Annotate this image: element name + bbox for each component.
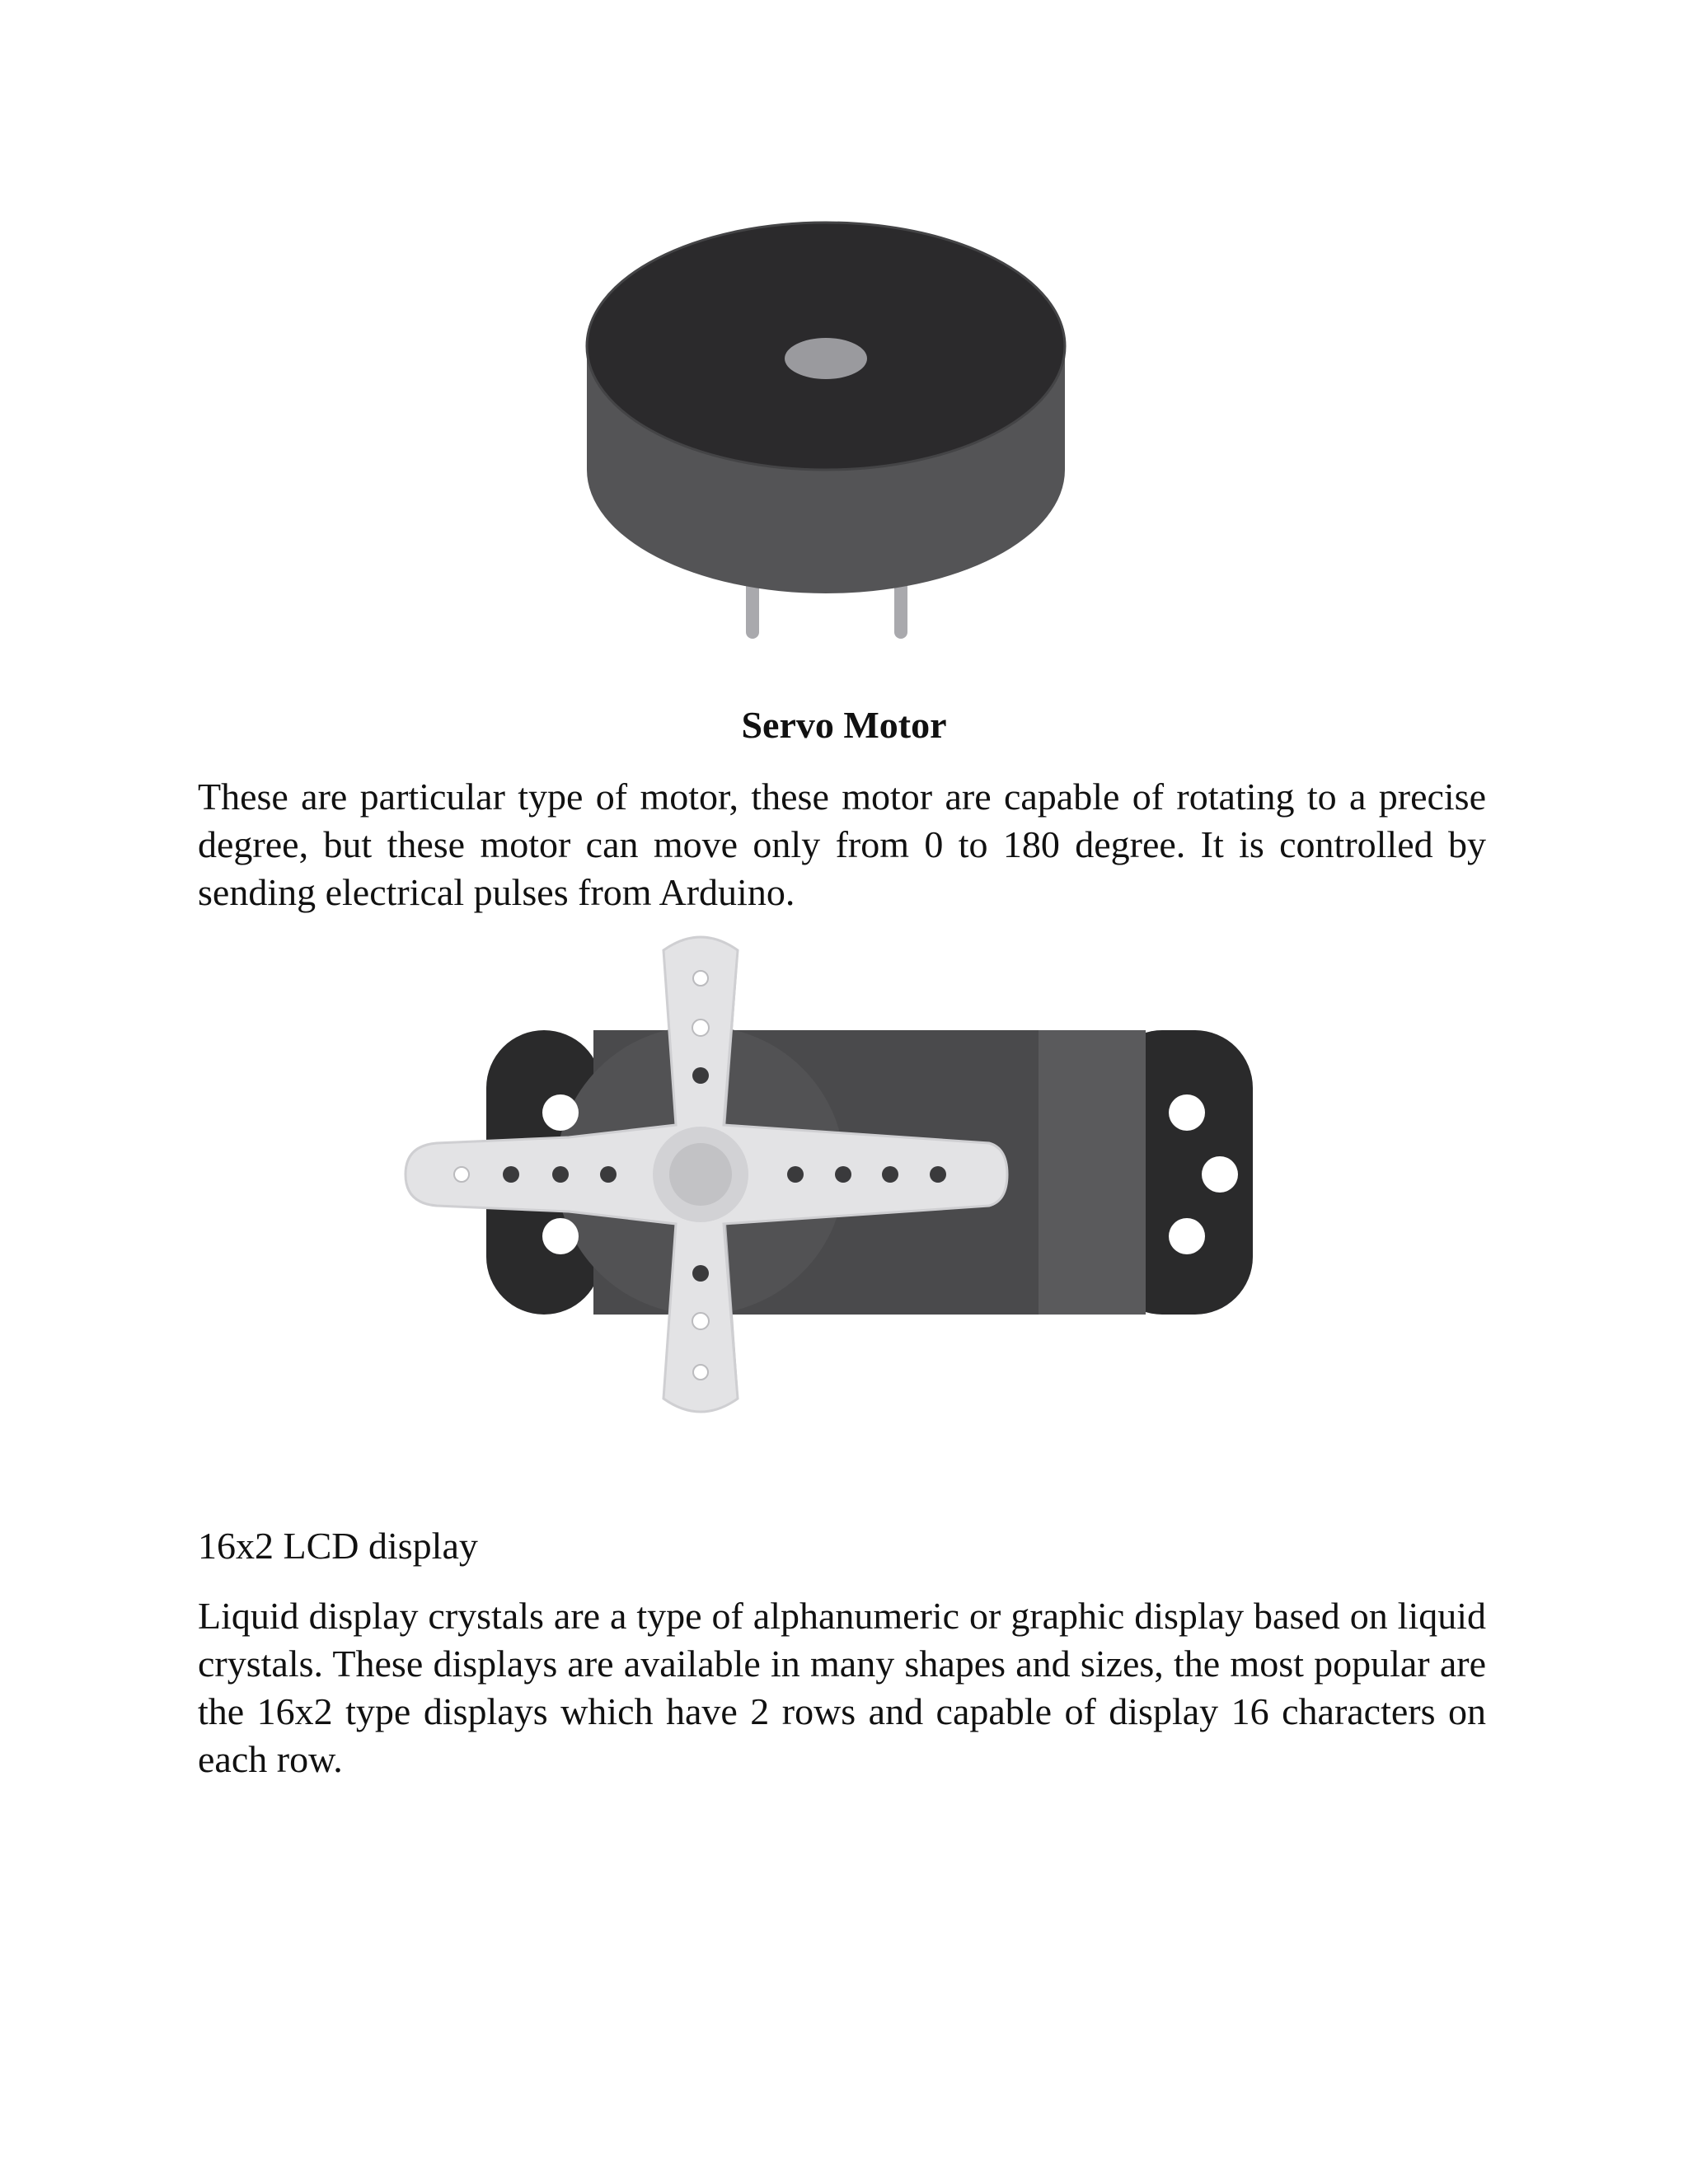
servo-image — [396, 927, 1269, 1455]
horn-hole — [503, 1166, 519, 1183]
horn-hole — [600, 1166, 617, 1183]
horn-hole — [692, 1019, 709, 1036]
horn-hole — [692, 1313, 709, 1329]
horn-hole — [930, 1166, 946, 1183]
servo-caption: Servo Motor — [741, 704, 947, 746]
mount-hole — [542, 1094, 579, 1131]
horn-hole — [693, 1365, 708, 1380]
mount-hole — [1202, 1156, 1238, 1193]
lcd-description: Liquid display crystals are a type of alphanumeric or graphic display based on liquid crystals. These displays are available in many shapes and sizes, the most popular are the 16x2 type displays which have 2 rows and capable of display 16 characters on each row. — [198, 1595, 1486, 1780]
buzzer-center-hole — [785, 338, 867, 379]
horn-hole — [882, 1166, 898, 1183]
horn-hole — [692, 1265, 709, 1282]
mount-hole — [1169, 1094, 1205, 1131]
horn-hole — [692, 1067, 709, 1084]
buzzer-icon — [577, 206, 1088, 668]
buzzer-image — [577, 206, 1088, 668]
mount-hole — [1169, 1218, 1205, 1254]
horn-hole — [693, 971, 708, 986]
servo-band — [1039, 1030, 1146, 1315]
servo-hub-screw — [669, 1143, 732, 1206]
horn-hole — [552, 1166, 569, 1183]
servo-description: These are particular type of motor, these motor are capable of rotating to a precise degree, but these motor can move only from 0 to 180 degree. It is controlled by sending electrical pulses from Arduino. — [198, 776, 1486, 913]
lcd-heading: 16x2 LCD display — [198, 1525, 478, 1567]
horn-hole — [454, 1167, 469, 1182]
horn-hole — [787, 1166, 804, 1183]
horn-hole — [835, 1166, 851, 1183]
servo-icon — [396, 927, 1269, 1455]
mount-hole — [542, 1218, 579, 1254]
